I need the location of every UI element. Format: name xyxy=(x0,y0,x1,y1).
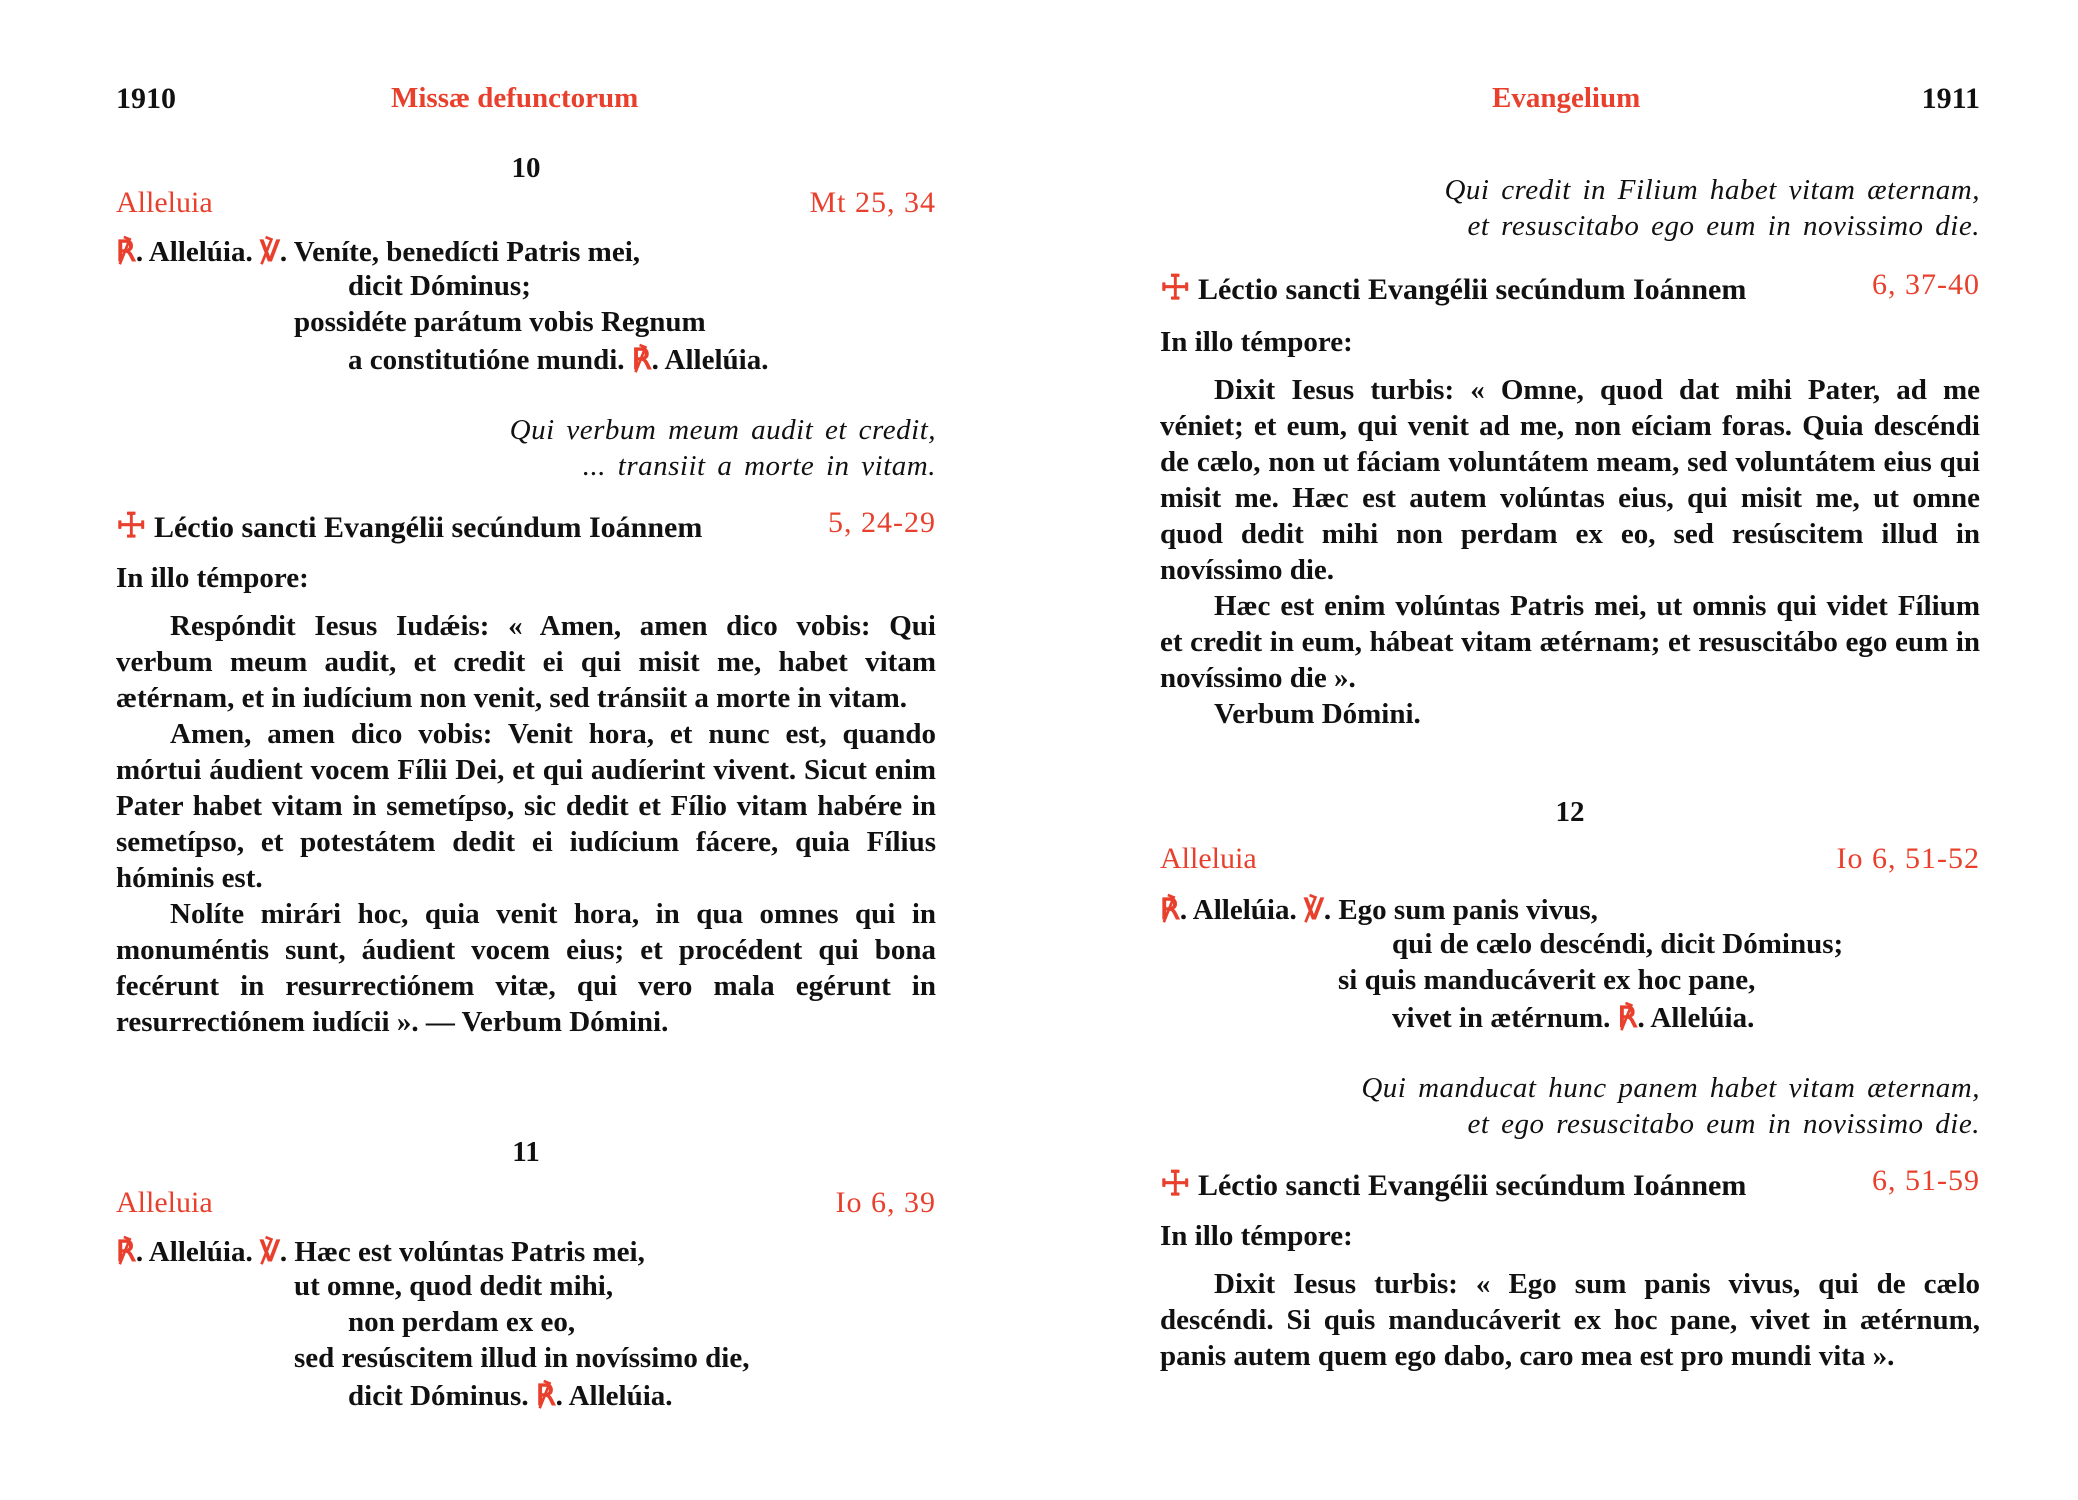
alleluia-heading: Alleluia xyxy=(116,186,213,219)
running-title: Evangelium xyxy=(1492,82,1641,114)
verse-line: dicit Dóminus; xyxy=(348,270,531,302)
antiphon-line: ... transiit a morte in vitam. xyxy=(582,450,936,482)
reading-title: Léctio sancti Evangélii secúndum Ioánnem xyxy=(1197,1169,1747,1202)
versicle-symbol-icon: ℣ xyxy=(259,1236,280,1268)
response-symbol-icon: ℟ xyxy=(116,1236,136,1268)
cross-potent-icon: ☩ xyxy=(1160,1166,1191,1203)
reading-text xyxy=(1160,1266,1980,1374)
section-number: 12 xyxy=(1555,796,1585,828)
paragraph: Respóndit Iesus Iudǽis: « Amen, amen dico vobis: Qui verbum meum audit, et credit ei qui misit me, habet vitam ætérnam, et in iudícium non venit, sed tránsiit a morte in vitam. xyxy=(116,610,936,714)
response-symbol-icon: ℟ xyxy=(535,1380,556,1412)
alleluia-heading-row xyxy=(1160,842,1980,876)
response-symbol-icon: ℟ xyxy=(631,344,652,376)
scripture-reference: Io 6, 51-52 xyxy=(1836,842,1980,875)
verse-line: non perdam ex eo, xyxy=(348,1306,576,1338)
antiphon-line: Qui verbum meum audit et credit, xyxy=(509,414,936,446)
reading-title-row xyxy=(1160,1164,1980,1204)
reading-text xyxy=(116,608,936,1040)
reading-text xyxy=(1160,372,1980,732)
alleluia-heading: Alleluia xyxy=(116,1186,213,1219)
antiphon-line: Qui manducat hunc panem habet vitam æternam, xyxy=(1361,1072,1980,1104)
paragraph: Dixit Iesus turbis: « Ego sum panis vivus, qui de cælo descéndi. Si quis manducáverit ex hoc pane, vivet in ætérnum, panis autem quem ego dabo, caro mea est pro mundi vita ». xyxy=(1160,1268,1980,1372)
verse-line: ℟. Allelúia. ℣. Hæc est volúntas Patris mei, xyxy=(116,1236,645,1268)
reading-reference: 6, 51-59 xyxy=(1872,1164,1980,1197)
page-number: 1910 xyxy=(116,82,176,115)
section-number: 11 xyxy=(512,1136,540,1168)
alleluia-heading-row xyxy=(116,1186,936,1220)
verse-line: qui de cælo descéndi, dicit Dóminus; xyxy=(1392,928,1844,960)
paragraph: Nolíte mirári hoc, quia venit hora, in qua omnes qui in monuméntis sunt, áudient vocem eius; et procédent qui bona fecérunt in resurrectiónem vitæ, qui vero mala egérunt in resurrectiónem iudícii ». — Verbum Dómini. xyxy=(116,898,936,1038)
scripture-reference: Io 6, 39 xyxy=(835,1186,936,1219)
reading-intro: In illo témpore: xyxy=(1160,326,1353,358)
verse-line: dicit Dóminus. ℟. Allelúia. xyxy=(348,1380,673,1412)
cross-potent-icon: ☩ xyxy=(116,508,147,545)
alleluia-heading: Alleluia xyxy=(1160,842,1257,875)
paragraph: Amen, amen dico vobis: Venit hora, et nunc est, quando mórtui áudient vocem Fílii Dei, et qui audíerint vivent. Sicut enim Pater habet vitam in semetípso, sic dedit et Fílio vitam habére in semetípso, et potestátem dedit ei iudícium fácere, quia Fílius hóminis est. xyxy=(116,718,936,894)
paragraph: Dixit Iesus turbis: « Omne, quod dat mihi Pater, ad me véniet; et eum, qui venit ad me, non eíciam foras. Quia descéndi de cælo, non ut fáciam voluntátem meam, sed voluntátem eius qui misit me. Hæc est autem volúntas eius, qui misit me, ut omne quod dedit mihi non perdam ex eo, sed resúscitem illud in novíssimo die. xyxy=(1160,374,1980,586)
verse-line: a constitutióne mundi. ℟. Allelúia. xyxy=(348,344,769,376)
verse-line: ut omne, quod dedit mihi, xyxy=(294,1270,614,1302)
verse-line: sed resúscitem illud in novíssimo die, xyxy=(294,1342,750,1374)
paragraph: Hæc est enim volúntas Patris mei, ut omnis qui videt Fílium et credit in eum, hábeat vitam ætérnam; et resuscitábo ego eum in novíssimo die ». xyxy=(1160,590,1980,694)
running-title: Missæ defunctorum xyxy=(391,82,639,114)
antiphon-line: et ego resuscitabo eum in novissimo die. xyxy=(1467,1108,1980,1140)
verse-line: si quis manducáverit ex hoc pane, xyxy=(1338,964,1756,996)
response-symbol-icon: ℟ xyxy=(1617,1002,1638,1034)
reading-title-row xyxy=(1160,268,1980,308)
paragraph: Verbum Dómini. xyxy=(1214,698,1421,730)
versicle-symbol-icon: ℣ xyxy=(259,236,280,268)
reading-reference: 6, 37-40 xyxy=(1872,268,1980,301)
alleluia-heading-row xyxy=(116,186,936,220)
reading-intro: In illo témpore: xyxy=(1160,1220,1353,1252)
cross-potent-icon: ☩ xyxy=(1160,270,1191,307)
response-symbol-icon: ℟ xyxy=(116,236,136,268)
verse-line: possidéte parátum vobis Regnum xyxy=(294,306,706,338)
reading-title: Léctio sancti Evangélii secúndum Ioánnem xyxy=(1197,273,1747,306)
antiphon-line: Qui credit in Filium habet vitam æternam, xyxy=(1444,174,1980,206)
verse-line: vivet in ætérnum. ℟. Allelúia. xyxy=(1392,1002,1755,1034)
reading-reference: 5, 24-29 xyxy=(828,506,936,539)
reading-intro: In illo témpore: xyxy=(116,562,309,594)
reading-title: Léctio sancti Evangélii secúndum Ioánnem xyxy=(153,511,703,544)
scripture-reference: Mt 25, 34 xyxy=(809,186,936,219)
page-number: 1911 xyxy=(1921,82,1980,115)
versicle-symbol-icon: ℣ xyxy=(1303,894,1324,926)
verse-line: ℟. Allelúia. ℣. Ego sum panis vivus, xyxy=(1160,894,1598,926)
section-number: 10 xyxy=(511,152,541,184)
verse-line: ℟. Allelúia. ℣. Veníte, benedícti Patris mei, xyxy=(116,236,641,268)
reading-title-row xyxy=(116,506,936,546)
antiphon-line: et resuscitabo ego eum in novissimo die. xyxy=(1467,210,1980,242)
response-symbol-icon: ℟ xyxy=(1160,894,1180,926)
